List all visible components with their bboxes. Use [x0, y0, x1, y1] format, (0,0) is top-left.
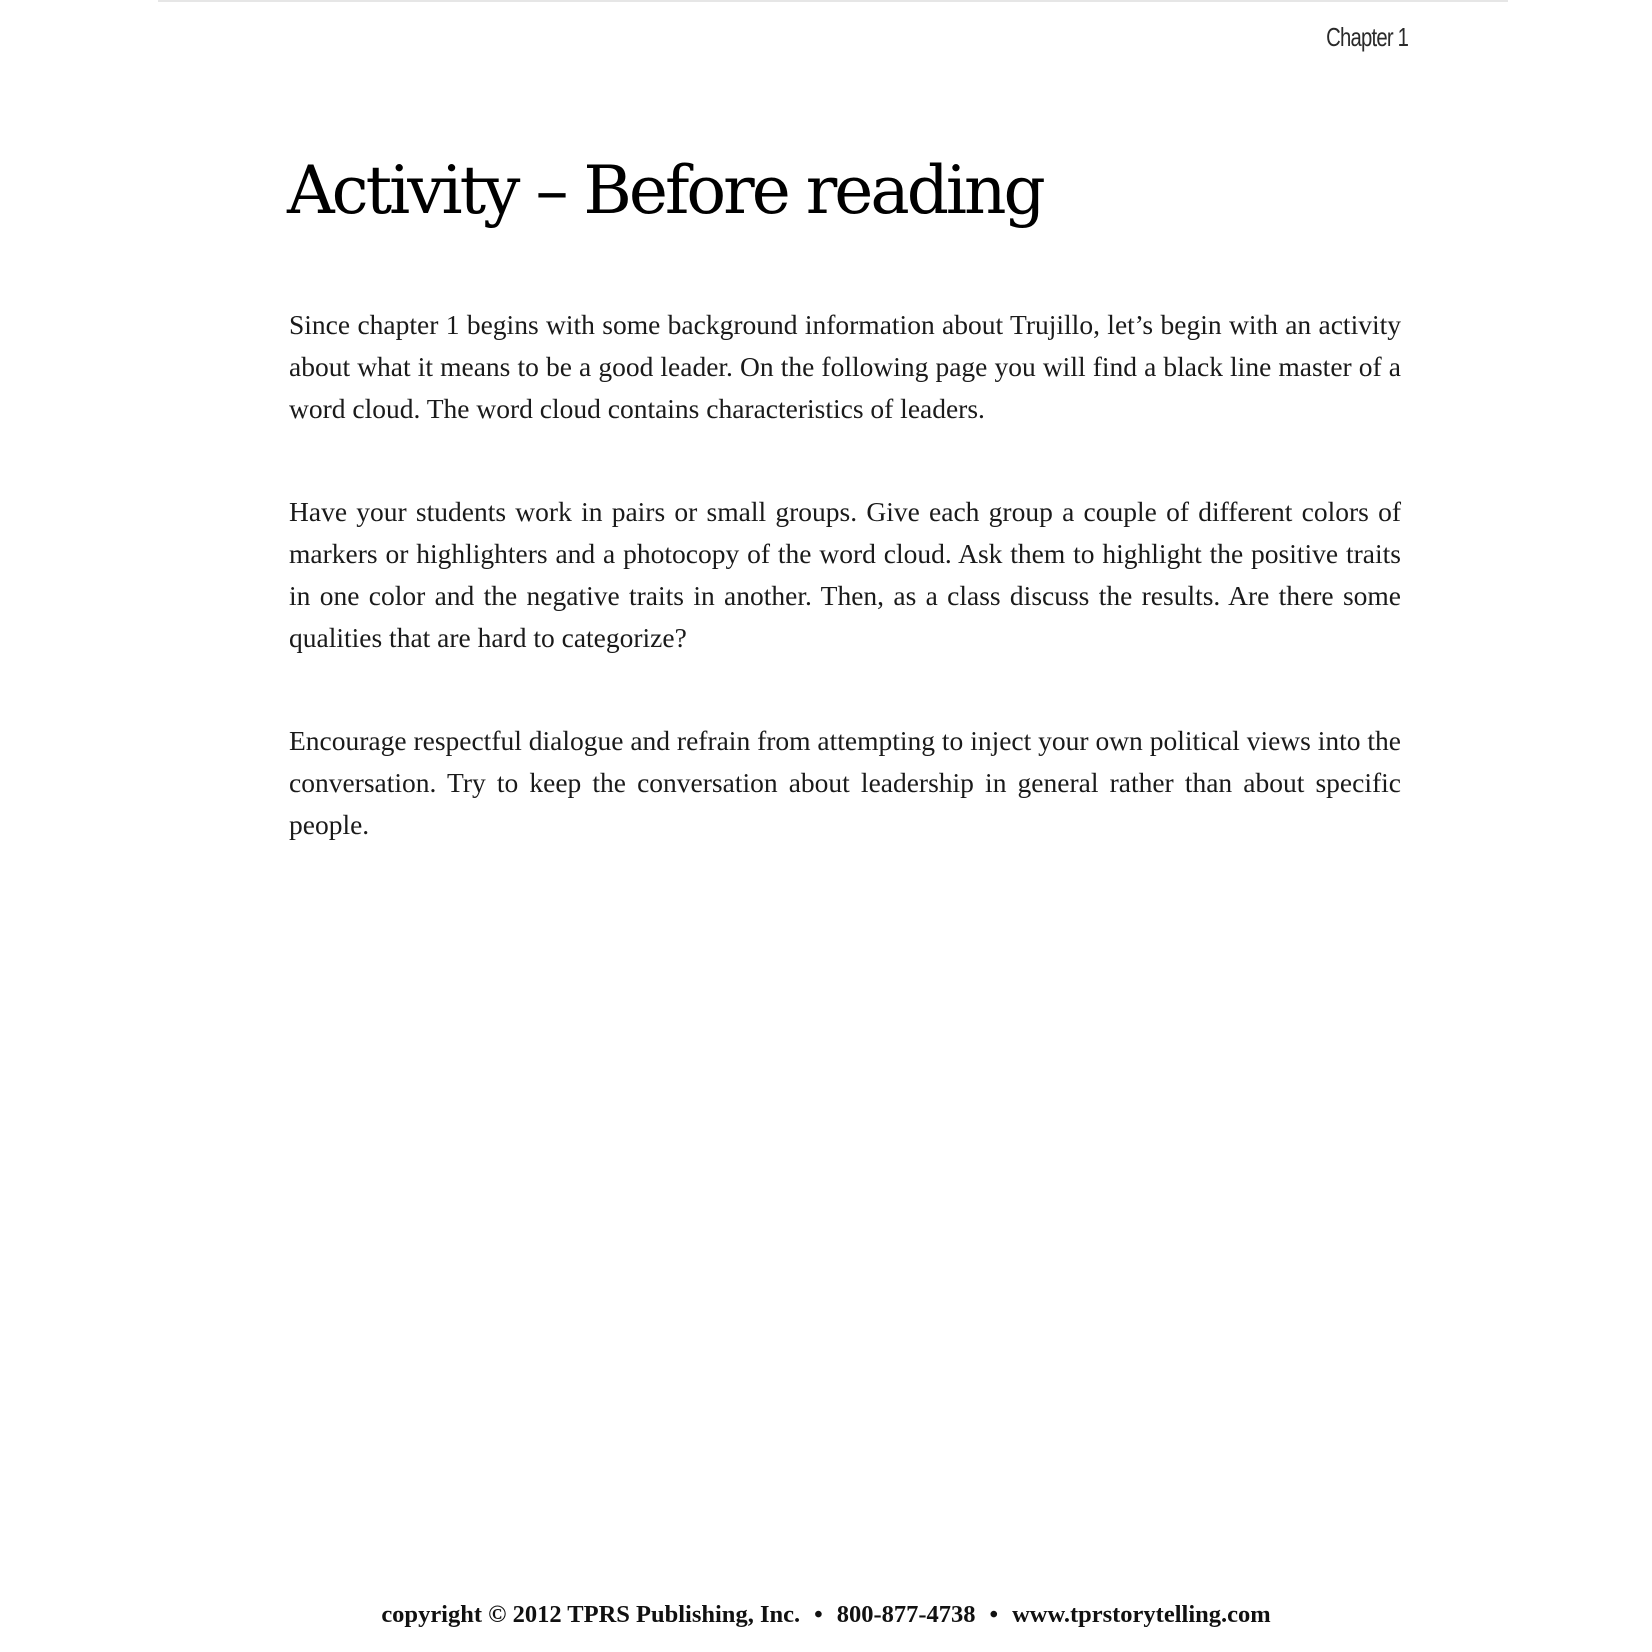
- footer-phone: 800-877-4738: [836, 1601, 976, 1628]
- paragraph-instructions: Have your students work in pairs or small groups. Give each group a couple of different colors of markers or highlighters and a photocopy of the word cloud. Ask them to highlight the positive traits in one color and the negative traits in another. Then, as a class discuss the results. Are there some qualities that are hard to categorize?: [289, 496, 1401, 653]
- paragraph-intro: Since chapter 1 begins with some background information about Trujillo, let’s begin with an activity about what it means to be a good leader. On the following page you will find a black line master of a word cloud. The word cloud contains characteristics of leaders.: [289, 309, 1401, 424]
- running-head: Chapter 1: [1325, 22, 1408, 52]
- footer-separator: •: [989, 1601, 999, 1628]
- footer-separator: •: [814, 1601, 823, 1628]
- top-rule: [158, 0, 1508, 2]
- page-title: Activity – Before reading: [287, 152, 1043, 229]
- footer: [0, 1601, 1652, 1629]
- paragraph-guidance: Encourage respectful dialogue and refrain from attempting to inject your own political views into the conversation. Try to keep the conversation about leadership in general rather than about specific people.: [289, 725, 1401, 840]
- body-text: [289, 304, 1401, 907]
- footer-website: www.tprstorytelling.com: [1012, 1601, 1271, 1628]
- footer-copyright: copyright © 2012 TPRS Publishing, Inc.: [381, 1601, 801, 1628]
